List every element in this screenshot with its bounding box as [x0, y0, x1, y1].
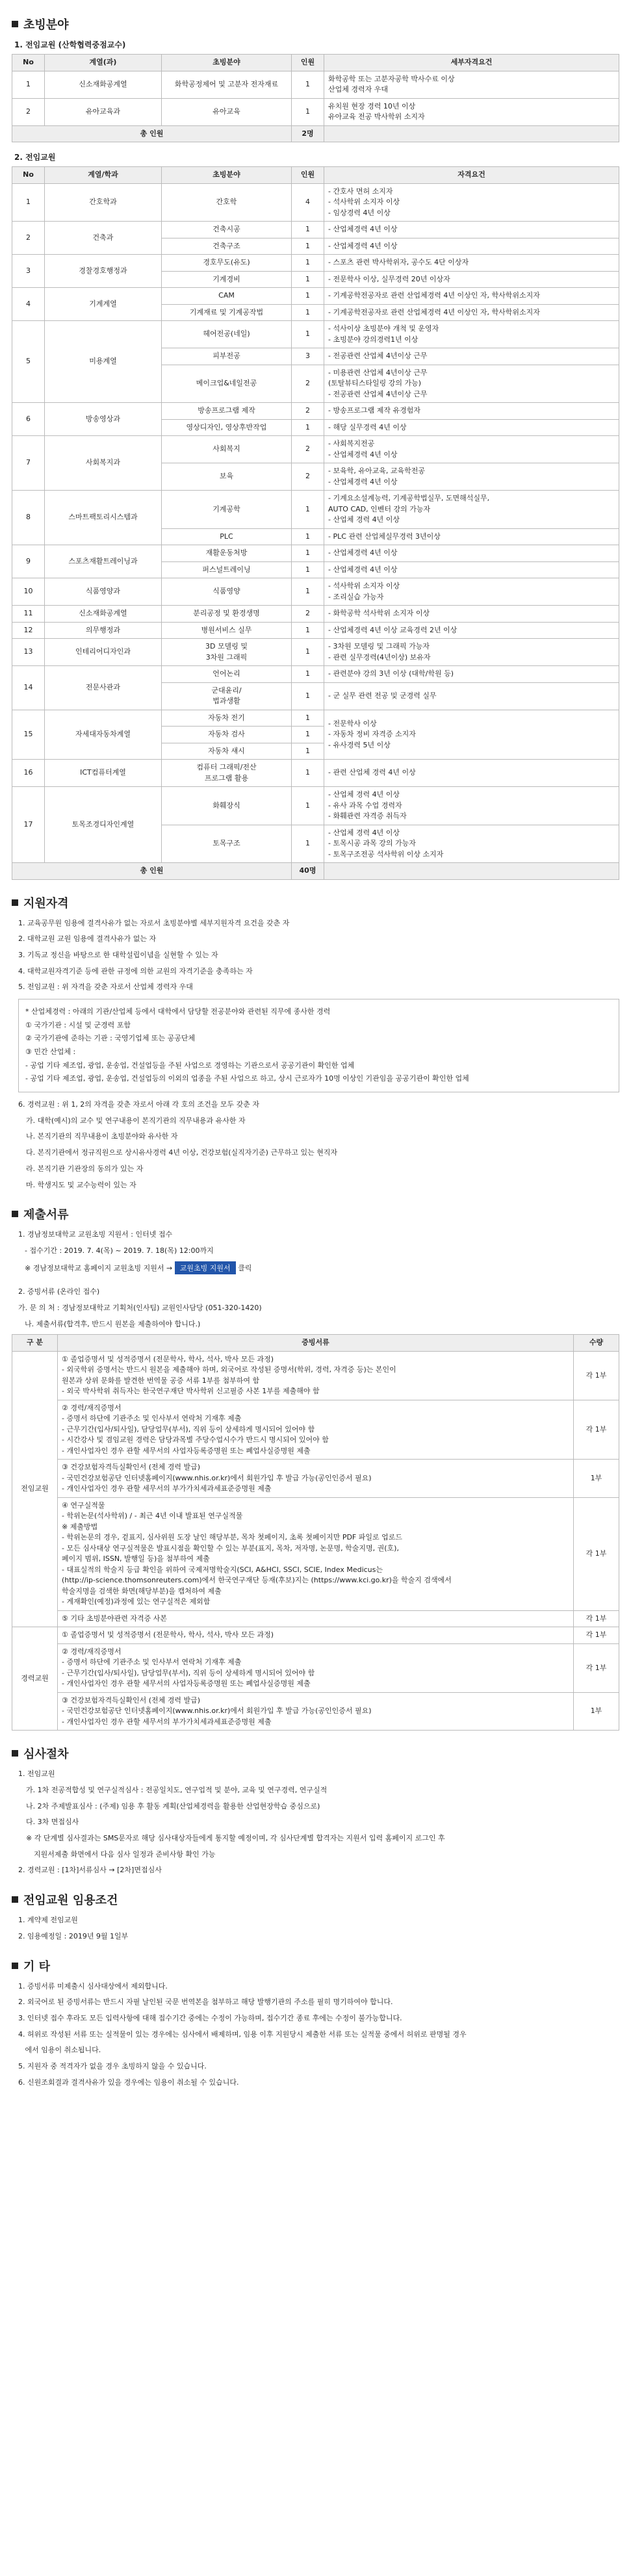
- cell-no: 11: [12, 606, 45, 623]
- cell-no: 2: [12, 98, 45, 125]
- square-bullet-icon: [12, 1211, 18, 1217]
- table-row: [12, 1692, 619, 1731]
- table-row: [12, 606, 619, 623]
- table-row: [12, 545, 619, 562]
- section-title-text: 제출서류: [23, 1208, 69, 1222]
- total-label: 총 인원: [12, 125, 292, 142]
- qualification-item: 3. 기독교 정신을 바탕으로 한 대학설립이념을 실현할 수 있는 자: [18, 950, 218, 959]
- box-line: - 공업 기타 제조업, 광업, 운송업, 건설업등을 주된 사업으로 경영하는 기관으로서 공공기관이 확인한 업체: [25, 1061, 355, 1070]
- table-row: [12, 639, 619, 666]
- cell-count: 2: [292, 403, 324, 420]
- section-title-documents: [12, 1205, 619, 1222]
- cell-requirement: - 기계공학전공자로 관련 산업체경력 4년 이상인 자, 학사학위소지자: [324, 288, 619, 305]
- cell-requirement: - 화학공학 석사학위 소지자 이상: [324, 606, 619, 623]
- table-industry-professor: [12, 54, 619, 142]
- cell-count: 1: [292, 710, 324, 727]
- table-row: [12, 98, 619, 125]
- table-row: [12, 1497, 619, 1610]
- cell-requirement: 화학공학 또는 고분자공학 박사수료 이상 산업체 경력자 우대: [324, 71, 619, 98]
- cell-count: 1: [292, 787, 324, 825]
- apply-period: - 접수기간 : 2019. 7. 4(목) ~ 2019. 7. 18(목) 12:00까지: [25, 1246, 214, 1255]
- table-row: [12, 1351, 619, 1400]
- cell-requirement: - 전공관련 산업체 4년이상 근무: [324, 348, 619, 365]
- cell-no: 6: [12, 403, 45, 436]
- cell-quantity: 각 1부: [574, 1627, 619, 1644]
- cell-field: 건축구조: [162, 238, 292, 255]
- cell-count: 1: [292, 255, 324, 272]
- cell-field: 화학공정제어 및 고분자 전자재료: [162, 71, 292, 98]
- cell-field: 토목구조: [162, 825, 292, 863]
- square-bullet-icon: [12, 1896, 18, 1903]
- cell-dept: 유아교육과: [45, 98, 162, 125]
- cell-count: 1: [292, 71, 324, 98]
- section-title-conditions: [12, 1891, 619, 1908]
- cell-field: 화훼장식: [162, 787, 292, 825]
- table-row: [12, 710, 619, 727]
- cell-quantity: 각 1부: [574, 1497, 619, 1610]
- cell-count: 1: [292, 491, 324, 529]
- qualification-item: 4. 대학교원자격기준 등에 관한 규정에 의한 교원의 자격기준을 충족하는 자: [18, 966, 253, 975]
- table-row: [12, 666, 619, 683]
- cell-requirement: - 3차원 모델링 및 그래픽 가능자 - 관련 실무경력(4년이상) 보유자: [324, 639, 619, 666]
- section-title-text: 초빙분야: [23, 18, 69, 32]
- doc-note: 나. 제출서류(합격후, 반드시 원본을 제출하여야 합니다.): [25, 1319, 201, 1328]
- career-item: 나. 본직기관의 직무내용이 초빙분야와 유사한 자: [26, 1132, 178, 1141]
- career-item: 마. 학생지도 및 교수능력이 있는 자: [26, 1180, 136, 1189]
- etc-list: [12, 1981, 619, 2089]
- cell-requirement: - 군 실무 관련 전공 및 군경력 실무: [324, 682, 619, 710]
- table-row: [12, 403, 619, 420]
- cell-field: 컴퓨터 그래픽/전산 프로그램 활용: [162, 760, 292, 787]
- cell-document: ② 경력/재직증명서 - 증명서 하단에 기관주소 및 인사부서 연락처 기재후 제출 - 근무기간(입사/퇴사일), 담당업무(부서), 직위 등이 상세하게 명시되어 있어야 함 - 시간강사 및 겸임교원 경력은 담당과목별 주당수업시수가 반드시 명시되어 있어야 함 - 개인사업자인 경우 관할 세무서의 사업자등록증명원 또는 폐업사실증명원 제출: [58, 1400, 574, 1460]
- table-row: [12, 1610, 619, 1627]
- cell-document: ④ 연구실적물 - 학위논문(석사학위) / - 최근 4년 이내 발표된 연구실적물 ※ 제출방법 - 학위논문의 경우, 겉표지, 심사위원 도장 날인 해당부분, 목차 첫페이지, 초록 첫페이지만 PDF 파일로 업로드 - 모든 심사대상 연구실적물은 발표시점을 확인할 수 있는 부분(표지, 목차, 저자명, 논문명, 학술지명, 권(호), 페이지 범위, ISSN, 발행일 등)을 첨부하여 제출 - 대표실적의 학술지 등급 확인을 위하여 국제저명학술지(SCI, A&HCI, SSCI, SCIE, Index Medicus는 (http://ip-science.thomsonreuters.com)에서 한국연구재단 등재(후보)지는 (https://www.kci.go.kr)을 학술지 검색에서 학술지명을 검색한 화면(해당부분)을 캡처하여 제출 - 게재확인(예정)과정에 있는 연구실적은 제외함: [58, 1497, 574, 1610]
- cell-dept: 스포츠재활트레이닝과: [45, 545, 162, 578]
- review-item: 2. 경력교원 : [1차]서류심사 → [2차]면접심사: [18, 1866, 162, 1875]
- table-row: [12, 222, 619, 238]
- cell-document: ① 졸업증명서 및 성적증명서 (전문학사, 학사, 석사, 박사 모든 과정): [58, 1627, 574, 1644]
- etc-item: 6. 신원조회결과 결격사유가 있을 경우에는 임용이 취소될 수 있습니다.: [18, 2078, 239, 2087]
- cell-dept: 방송영상과: [45, 403, 162, 436]
- cell-no: 1: [12, 71, 45, 98]
- table-row: [12, 183, 619, 222]
- review-item: 가. 1차 전공적합성 및 연구실적심사 : 전공일치도, 연구업적 및 분야, 교육 및 연구경력, 연구실적: [26, 1786, 328, 1794]
- table-header: 초빙분야: [162, 55, 292, 71]
- cell-requirement: 유치원 현장 경력 10년 이상 유아교육 전공 박사학위 소지자: [324, 98, 619, 125]
- table-row: [12, 622, 619, 639]
- cell-count: 1: [292, 666, 324, 683]
- cell-count: 1: [292, 271, 324, 288]
- qualification-list: [12, 918, 619, 994]
- cell-field: 보육: [162, 463, 292, 491]
- table-row: [12, 1627, 619, 1644]
- cell-dept: ICT컴퓨터계열: [45, 760, 162, 787]
- cell-field: 방송프로그램 제작: [162, 403, 292, 420]
- cell-requirement: - 기계요소설계능력, 기계공학법실무, 도면해석실무, AUTO CAD, 인벤터 강의 가능자 - 산업체 경력 4년 이상: [324, 491, 619, 529]
- cell-requirement: - 간호사 면허 소지자 - 석사학위 소지자 이상 - 임상경력 4년 이상: [324, 183, 619, 222]
- cell-count: 1: [292, 682, 324, 710]
- cell-count: 1: [292, 321, 324, 348]
- cell-count: 1: [292, 743, 324, 760]
- review-item: 나. 2차 주제발표심사 : (주제) 임용 후 활동 계획(산업체경력을 활용한 산업현장학습 중심으로): [26, 1801, 320, 1810]
- cell-count: 1: [292, 727, 324, 743]
- cell-requirement: - 산업체 경력 4년 이상 - 유사 과목 수업 경력자 - 화훼관련 자격증 취득자: [324, 787, 619, 825]
- cell-dept: 자세대자동차계열: [45, 710, 162, 760]
- cell-document: ② 경력/재직증명서 - 증명서 하단에 기관주소 및 인사부서 연락처 기재후 제출 - 근무기간(입사/퇴사일), 담당업무(부서), 직위 등이 상세하게 명시되어 있어야 함 - 개인사업자인 경우 관할 세무서의 사업자등록증명원 또는 폐업사실증명원 제출: [58, 1643, 574, 1692]
- cell-requirement: - 관련분야 강의 3년 이상 (대학/학원 등): [324, 666, 619, 683]
- total-row: [12, 863, 619, 880]
- table-row: [12, 787, 619, 825]
- cell-group: 경력교원: [12, 1627, 58, 1731]
- table-header: No: [12, 55, 45, 71]
- condition-item: 2. 임용예정일 : 2019년 9월 1일부: [18, 1931, 129, 1940]
- review-item: ※ 각 단계별 심사결과는 SMS문자로 해당 심사대상자들에게 통지할 예정이며, 각 심사단계별 합격자는 지원서 입력 홈페이지 로그인 후: [26, 1834, 445, 1843]
- table-header: 인원: [292, 167, 324, 184]
- cell-field: 병원서비스 실무: [162, 622, 292, 639]
- cell-requirement: - 관련 산업체 경력 4년 이상: [324, 760, 619, 787]
- qualification-item: 2. 대학교원 교원 임용에 결격사유가 없는 자: [18, 934, 157, 944]
- table-row: [12, 71, 619, 98]
- section-title-text: 기 타: [23, 1959, 51, 1974]
- square-bullet-icon: [12, 899, 18, 906]
- cell-no: 16: [12, 760, 45, 787]
- section-title-text: 전임교원 임용조건: [23, 1894, 118, 1908]
- cell-field: 자동차 섀시: [162, 743, 292, 760]
- cell-field: PLC: [162, 528, 292, 545]
- condition-item: 1. 계약제 전임교원: [18, 1916, 78, 1925]
- evidence-heading: 2. 증빙서류 (온라인 접수): [18, 1287, 100, 1296]
- apply-instructions: [25, 1261, 619, 1275]
- section-title-text: 지원자격: [23, 896, 69, 910]
- table-row: [12, 255, 619, 272]
- cell-dept: 사회복지과: [45, 436, 162, 491]
- cell-dept: 기계계열: [45, 288, 162, 321]
- review-process-list: [12, 1768, 619, 1877]
- cell-no: 5: [12, 321, 45, 403]
- cell-no: 14: [12, 666, 45, 710]
- table-header: 구 분: [12, 1335, 58, 1352]
- table-header: 초빙분야: [162, 167, 292, 184]
- total-row: [12, 125, 619, 142]
- table-fulltime-professor: [12, 166, 619, 880]
- cell-field: 메이크업&네일전공: [162, 365, 292, 403]
- cell-no: 15: [12, 710, 45, 760]
- subsection-title: 1. 전임교원 (산학협력중점교수): [14, 40, 126, 49]
- table-header: 증빙서류: [58, 1335, 574, 1352]
- cell-count: 2: [292, 365, 324, 403]
- cell-document: ③ 건강보험자격득실확인서 (전체 경력 발급) - 국민건강보험공단 인터넷홈페이지(www.nhis.or.kr)에서 회원가입 후 발급 가능(공인인증서 필요) - 개인사업자인 경우 관할 세무서의 부가가치세과세표준증명원 제출: [58, 1692, 574, 1731]
- cell-count: 1: [292, 825, 324, 863]
- table-row: [12, 1400, 619, 1460]
- section-title-recruitment: [12, 16, 619, 32]
- table-header: No: [12, 167, 45, 184]
- cell-document: ① 졸업증명서 및 성적증명서 (전문학사, 학사, 석사, 박사 모든 과정) - 외국학위 증명서는 반드시 원본을 제출해야 하며, 외국어로 작성된 증명서(학위, 경력, 자격증 등)는 본인이 원본과 상위 문화를 발견한 번역물 공증 서류 1부를 첨부하여 함 - 외국 박사학위 취득자는 한국연구재단 박사학위 신고필증 사본 1부를 제출해야 함: [58, 1351, 574, 1400]
- table-header: 자격요건: [324, 167, 619, 184]
- cell-count: 1: [292, 288, 324, 305]
- cell-dept: 의무행정과: [45, 622, 162, 639]
- cell-dept: 전문사관과: [45, 666, 162, 710]
- cell-no: 8: [12, 491, 45, 545]
- cell-field: 기계공학: [162, 491, 292, 529]
- cell-count: 1: [292, 578, 324, 606]
- cell-dept: 토목조경디자인계열: [45, 787, 162, 863]
- cell-no: 1: [12, 183, 45, 222]
- cell-count: 1: [292, 545, 324, 562]
- etc-item: 2. 외국어로 된 증빙서류는 반드시 자필 날인된 국문 번역본을 첨부하고 해당 발행기관의 주소를 필히 명기하여야 합니다.: [18, 1998, 393, 2007]
- cell-requirement: - 산업체경력 4년 이상 교육경력 2년 이상: [324, 622, 619, 639]
- cell-no: 7: [12, 436, 45, 491]
- total-count: 2명: [292, 125, 324, 142]
- cell-count: 3: [292, 348, 324, 365]
- box-line: ① 국가기관 : 시설 및 군경력 포함: [25, 1020, 131, 1029]
- cell-field: 군대윤리/ 법과생활: [162, 682, 292, 710]
- contact-info: 가. 문 의 처 : 경남정보대학교 기획처(인사팀) 교원인사담당 (051-320-1420): [18, 1303, 262, 1312]
- etc-item: 에서 임용이 취소됩니다.: [18, 2046, 101, 2055]
- cell-field: 식품영양: [162, 578, 292, 606]
- apply-form-button[interactable]: 교원초빙 지원서: [175, 1261, 236, 1274]
- cell-no: 12: [12, 622, 45, 639]
- cell-field: 3D 모델링 및 3차원 그래픽: [162, 639, 292, 666]
- table-header: 세부자격요건: [324, 55, 619, 71]
- cell-requirement: - 미용관련 산업체 4년이상 근무 (토탈뷰티스타일링 강의 가능) - 전공관련 산업체 4년이상 근무: [324, 365, 619, 403]
- cell-no: 13: [12, 639, 45, 666]
- cell-no: 4: [12, 288, 45, 321]
- box-line: - 공업 기타 제조업, 광업, 운송업, 건설업등의 이외의 업종을 주된 사업으로 하고, 상시 근로자가 10명 이상인 기관임을 공공기관이 확인한 업체: [25, 1074, 469, 1083]
- cell-requirement: - 사회복지전공 - 산업체경력 4년 이상: [324, 436, 619, 463]
- square-bullet-icon: [12, 1750, 18, 1757]
- table-row: [12, 760, 619, 787]
- cell-field: 언어논리: [162, 666, 292, 683]
- documents-table: [12, 1334, 619, 1731]
- cell-requirement: - 기계공학전공자로 관련 산업체경력 4년 이상인 자, 학사학위소지자: [324, 304, 619, 321]
- cell-count: 1: [292, 222, 324, 238]
- section-title-etc: [12, 1957, 619, 1974]
- table-header: 계열/학과: [45, 167, 162, 184]
- cell-requirement: - 석사이상 초빙분야 개척 및 운영자 - 초빙분야 강의경력1년 이상: [324, 321, 619, 348]
- cell-requirement: - 해당 실무경력 4년 이상: [324, 419, 619, 436]
- apply-instruction-text: ※ 경남정보대학교 홈페이지 교원초빙 지원서 →: [25, 1263, 173, 1272]
- industry-experience-box: [18, 999, 619, 1092]
- cell-field: 기계경비: [162, 271, 292, 288]
- cell-requirement: - 산업체경력 4년 이상: [324, 222, 619, 238]
- cell-count: 4: [292, 183, 324, 222]
- table-header: 계열(과): [45, 55, 162, 71]
- cell-field: 영상디자인, 영상후반작업: [162, 419, 292, 436]
- section-title-qualification: [12, 894, 619, 911]
- cell-dept: 간호학과: [45, 183, 162, 222]
- cell-document: ③ 건강보험자격득실확인서 (전체 경력 발급) - 국민건강보험공단 인터넷홈페이지(www.nhis.or.kr)에서 회원가입 후 발급 가능(공인인증서 필요) - 개인사업자인 경우 관할 세무서의 부가가치세과세표준증명원 제출: [58, 1460, 574, 1498]
- total-count: 40명: [292, 863, 324, 880]
- cell-count: 1: [292, 760, 324, 787]
- career-item: 다. 본직기관에서 정규직원으로 상시유사경력 4년 이상, 건강보험(실직자기준) 근무하고 있는 현직자: [26, 1148, 338, 1157]
- cell-field: 퍼스널트레이닝: [162, 561, 292, 578]
- table-row: [12, 578, 619, 606]
- career-professor-list: [12, 1099, 619, 1191]
- cell-count: 1: [292, 528, 324, 545]
- cell-quantity: 1부: [574, 1460, 619, 1498]
- total-empty: [324, 125, 619, 142]
- square-bullet-icon: [12, 1963, 18, 1969]
- box-line: ③ 민간 산업체 :: [25, 1048, 76, 1056]
- online-apply-heading: 1. 경남정보대학교 교원초빙 지원서 : 인터넷 접수: [18, 1230, 173, 1239]
- cell-requirement: - 석사학위 소지자 이상 - 조리실습 가능자: [324, 578, 619, 606]
- cell-quantity: 1부: [574, 1692, 619, 1731]
- cell-dept: 스마트팩토리시스템과: [45, 491, 162, 545]
- box-line: * 산업체경력 : 아래의 기관/산업체 등에서 대학에서 담당할 전공분야와 관련된 직무에 종사한 경력: [25, 1007, 331, 1016]
- cell-no: 17: [12, 787, 45, 863]
- cell-no: 9: [12, 545, 45, 578]
- cell-no: 10: [12, 578, 45, 606]
- cell-field: 피부전공: [162, 348, 292, 365]
- table-row: [12, 491, 619, 529]
- cell-field: 간호학: [162, 183, 292, 222]
- table-row: [12, 1460, 619, 1498]
- cell-document: ⑤ 기타 초빙분야관련 자격증 사본: [58, 1610, 574, 1627]
- apply-click-text: 클릭: [238, 1263, 252, 1272]
- cell-count: 1: [292, 98, 324, 125]
- cell-no: 2: [12, 222, 45, 255]
- cell-dept: 신소재화공계열: [45, 71, 162, 98]
- table-row: [12, 321, 619, 348]
- cell-requirement: - 보육학, 유아교육, 교육학전공 - 산업체경력 4년 이상: [324, 463, 619, 491]
- cell-field: 유아교육: [162, 98, 292, 125]
- cell-dept: 식품영양과: [45, 578, 162, 606]
- table-row: [12, 436, 619, 463]
- cell-requirement: - 방송프로그램 제작 유경험자: [324, 403, 619, 420]
- review-item: 1. 전임교원: [18, 1770, 55, 1779]
- career-item: 6. 경력교원 : 위 1, 2의 자격을 갖춘 자로서 아래 각 호의 조건을 모두 갖춘 자: [18, 1100, 260, 1109]
- cell-requirement: - 스포츠 관련 박사학위자, 공수도 4단 이상자: [324, 255, 619, 272]
- cell-count: 1: [292, 639, 324, 666]
- review-item: 지원서제출 화면에서 다음 심사 일정과 준비사항 확인 가능: [34, 1849, 216, 1859]
- cell-field: CAM: [162, 288, 292, 305]
- cell-requirement: - 산업체 경력 4년 이상 - 토목시공 과목 강의 가능자 - 토목구조전공 석사학위 이상 소지자: [324, 825, 619, 863]
- cell-field: 자동차 검사: [162, 727, 292, 743]
- cell-quantity: 각 1부: [574, 1643, 619, 1692]
- cell-field: 자동차 전기: [162, 710, 292, 727]
- cell-count: 2: [292, 436, 324, 463]
- table-header: 인원: [292, 55, 324, 71]
- career-item: 라. 본직기관 기관장의 동의가 있는 자: [26, 1164, 144, 1173]
- total-empty: [324, 863, 619, 880]
- cell-count: 1: [292, 238, 324, 255]
- cell-dept: 인테리어디자인과: [45, 639, 162, 666]
- etc-item: 4. 허위로 작성된 서류 또는 실적물이 있는 경우에는 심사에서 배제하며, 임용 이후 지원당시 제출한 서류 또는 실적물 중에서 허위로 판명될 경우: [18, 2029, 467, 2039]
- cell-count: 1: [292, 622, 324, 639]
- etc-item: 5. 지원자 중 적격자가 없을 경우 초빙하지 않을 수 있습니다.: [18, 2061, 207, 2070]
- review-item: 다. 3차 면접심사: [26, 1818, 79, 1827]
- cell-no: 3: [12, 255, 45, 288]
- conditions-list: [12, 1914, 619, 1942]
- cell-requirement: - 산업체경력 4년 이상: [324, 238, 619, 255]
- cell-requirement: - 산업체경력 4년 이상: [324, 561, 619, 578]
- etc-item: 3. 인터넷 접수 후라도 모든 입력사항에 대해 접수기간 중에는 수정이 가능하며, 접수기간 종료 후에는 수정이 불가능합니다.: [18, 2013, 402, 2022]
- cell-dept: 경찰경호행정과: [45, 255, 162, 288]
- cell-dept: 신소재화공계열: [45, 606, 162, 623]
- qualification-item: 5. 전임교원 : 위 자격을 갖춘 자로서 산업체 경력자 우대: [18, 983, 193, 992]
- table-row: [12, 1643, 619, 1692]
- cell-requirement: - 산업체경력 4년 이상: [324, 545, 619, 562]
- cell-requirement: - PLC 관련 산업체실무경력 3년이상: [324, 528, 619, 545]
- square-bullet-icon: [12, 21, 18, 27]
- table-row: [12, 288, 619, 305]
- cell-dept: 미용계열: [45, 321, 162, 403]
- cell-dept: 건축과: [45, 222, 162, 255]
- cell-count: 1: [292, 561, 324, 578]
- cell-field: 헤어전공(네일): [162, 321, 292, 348]
- cell-quantity: 각 1부: [574, 1610, 619, 1627]
- section-title-text: 심사절차: [23, 1747, 69, 1762]
- section-title-review: [12, 1745, 619, 1762]
- box-line: ② 국가기관에 준하는 기관 : 국영기업체 또는 공공단체: [25, 1034, 196, 1043]
- cell-count: 2: [292, 463, 324, 491]
- cell-field: 사회복지: [162, 436, 292, 463]
- cell-quantity: 각 1부: [574, 1351, 619, 1400]
- career-item: 가. 대학(예시)의 교수 및 연구내용이 본직기관의 직무내용과 유사한 자: [26, 1116, 246, 1125]
- cell-count: 2: [292, 606, 324, 623]
- cell-quantity: 각 1부: [574, 1400, 619, 1460]
- table-header: 수량: [574, 1335, 619, 1352]
- cell-count: 1: [292, 419, 324, 436]
- etc-item: 1. 증빙서류 미제출시 심사대상에서 제외합니다.: [18, 1981, 168, 1990]
- cell-field: 경호무도(유도): [162, 255, 292, 272]
- cell-field: 건축시공: [162, 222, 292, 238]
- cell-field: 분리공정 및 환경생명: [162, 606, 292, 623]
- cell-group: 전임교원: [12, 1351, 58, 1627]
- cell-field: 기계재료 및 기계공작법: [162, 304, 292, 321]
- subsection-title: 2. 전임교원: [14, 153, 56, 162]
- cell-requirement: - 전문학사 이상 - 자동차 정비 자격증 소지자 - 유사경력 5년 이상: [324, 710, 619, 760]
- cell-requirement: - 전문학사 이상, 실무경력 20년 이상자: [324, 271, 619, 288]
- qualification-item: 1. 교육공무원 임용에 결격사유가 없는 자로서 초빙분야별 세부지원자격 요건을 갖춘 자: [18, 918, 290, 927]
- total-label: 총 인원: [12, 863, 292, 880]
- cell-field: 재활운동처방: [162, 545, 292, 562]
- cell-count: 1: [292, 304, 324, 321]
